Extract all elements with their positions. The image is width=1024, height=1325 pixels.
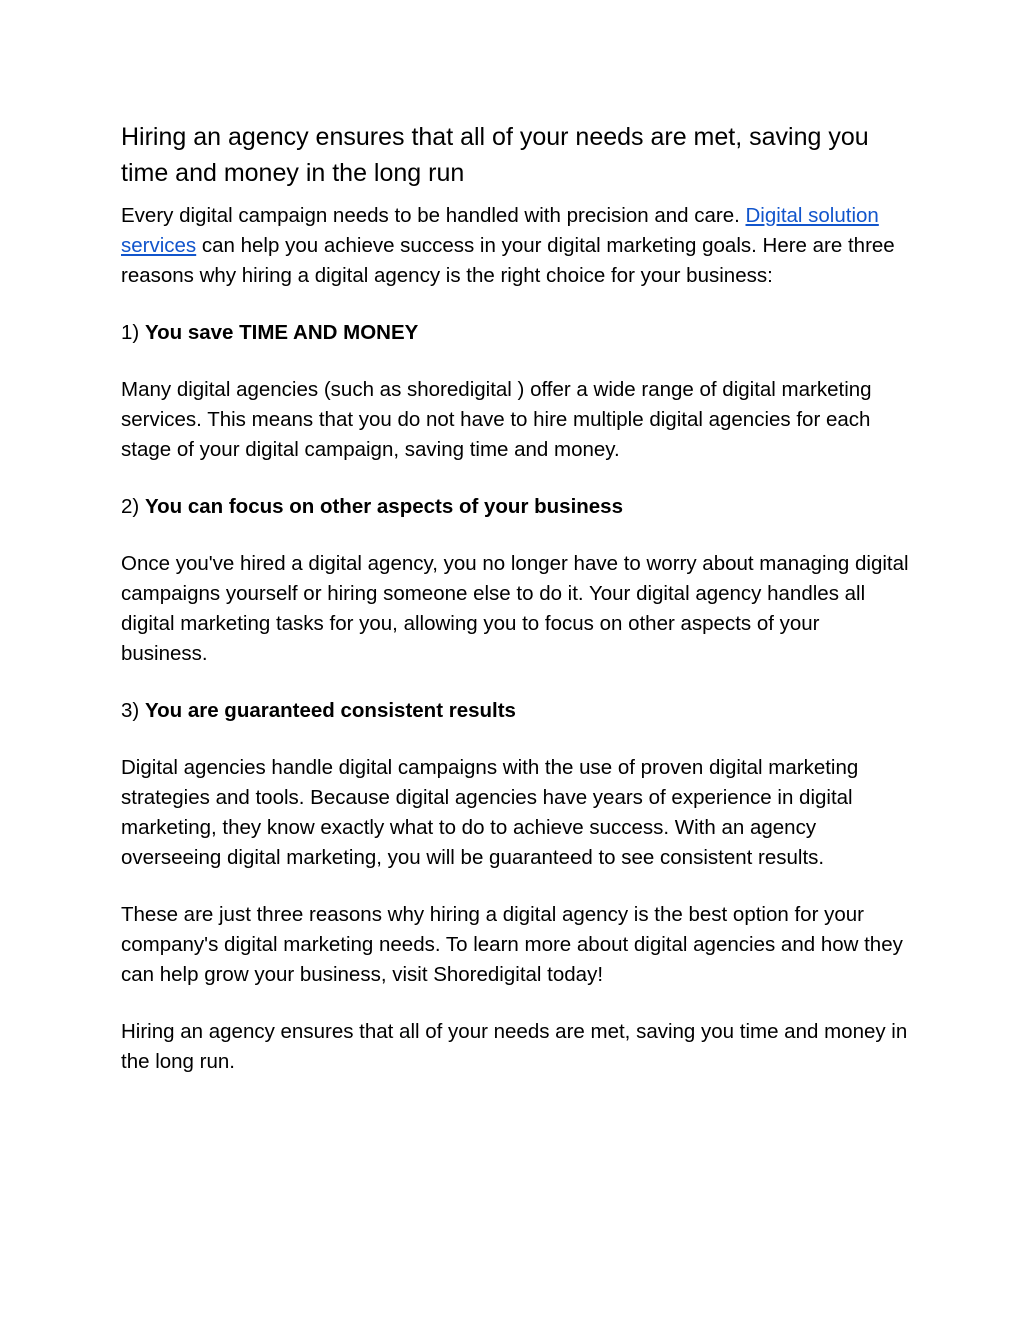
intro-paragraph: [121, 201, 911, 291]
reason-heading-2: [121, 492, 911, 522]
document-page: [121, 119, 911, 1104]
intro-text-after-link: can help you achieve success in your digital marketing goals. Here are three reasons why hiring a digital agency is the right choice for your business:: [121, 234, 895, 287]
reason-number: 3): [121, 699, 145, 722]
reason-heading-3: [121, 696, 911, 726]
intro-text-before-link: Every digital campaign needs to be handled with precision and care.: [121, 204, 746, 227]
reason-body-3: Digital agencies handle digital campaigns with the use of proven digital marketing strategies and tools. Because digital agencies have years of experience in digital marketing, they know exactly what to do to achieve success. With an agency overseeing digital marketing, you will be guaranteed to see consistent results.: [121, 756, 859, 869]
closing-paragraph: These are just three reasons why hiring a digital agency is the best option for your company's digital marketing needs. To learn more about digital agencies and how they can help grow your business, visit Shoredigital today!: [121, 903, 903, 986]
reason-heading-1: [121, 318, 911, 348]
digital-solution-services-link[interactable]: Digital solution services: [121, 204, 879, 257]
reason-number: 1): [121, 321, 145, 344]
document-title: Hiring an agency ensures that all of your needs are met, saving you time and money in the long run: [121, 123, 869, 187]
reason-title: You can focus on other aspects of your business: [144, 495, 623, 518]
reason-number: 2): [121, 495, 145, 518]
reason-title: You save TIME AND MONEY: [144, 321, 419, 344]
final-paragraph: Hiring an agency ensures that all of your needs are met, saving you time and money in the long run.: [121, 1020, 908, 1073]
reason-body-1: Many digital agencies (such as shoredigital ) offer a wide range of digital marketing services. This means that you do not have to hire multiple digital agencies for each stage of your digital campaign, saving time and money.: [121, 378, 872, 461]
reason-body-2: Once you've hired a digital agency, you no longer have to worry about managing digital campaigns yourself or hiring someone else to do it. Your digital agency handles all digital marketing tasks for you, allowing you to focus on other aspects of your business.: [121, 552, 909, 665]
reason-title: You are guaranteed consistent results: [144, 699, 516, 722]
